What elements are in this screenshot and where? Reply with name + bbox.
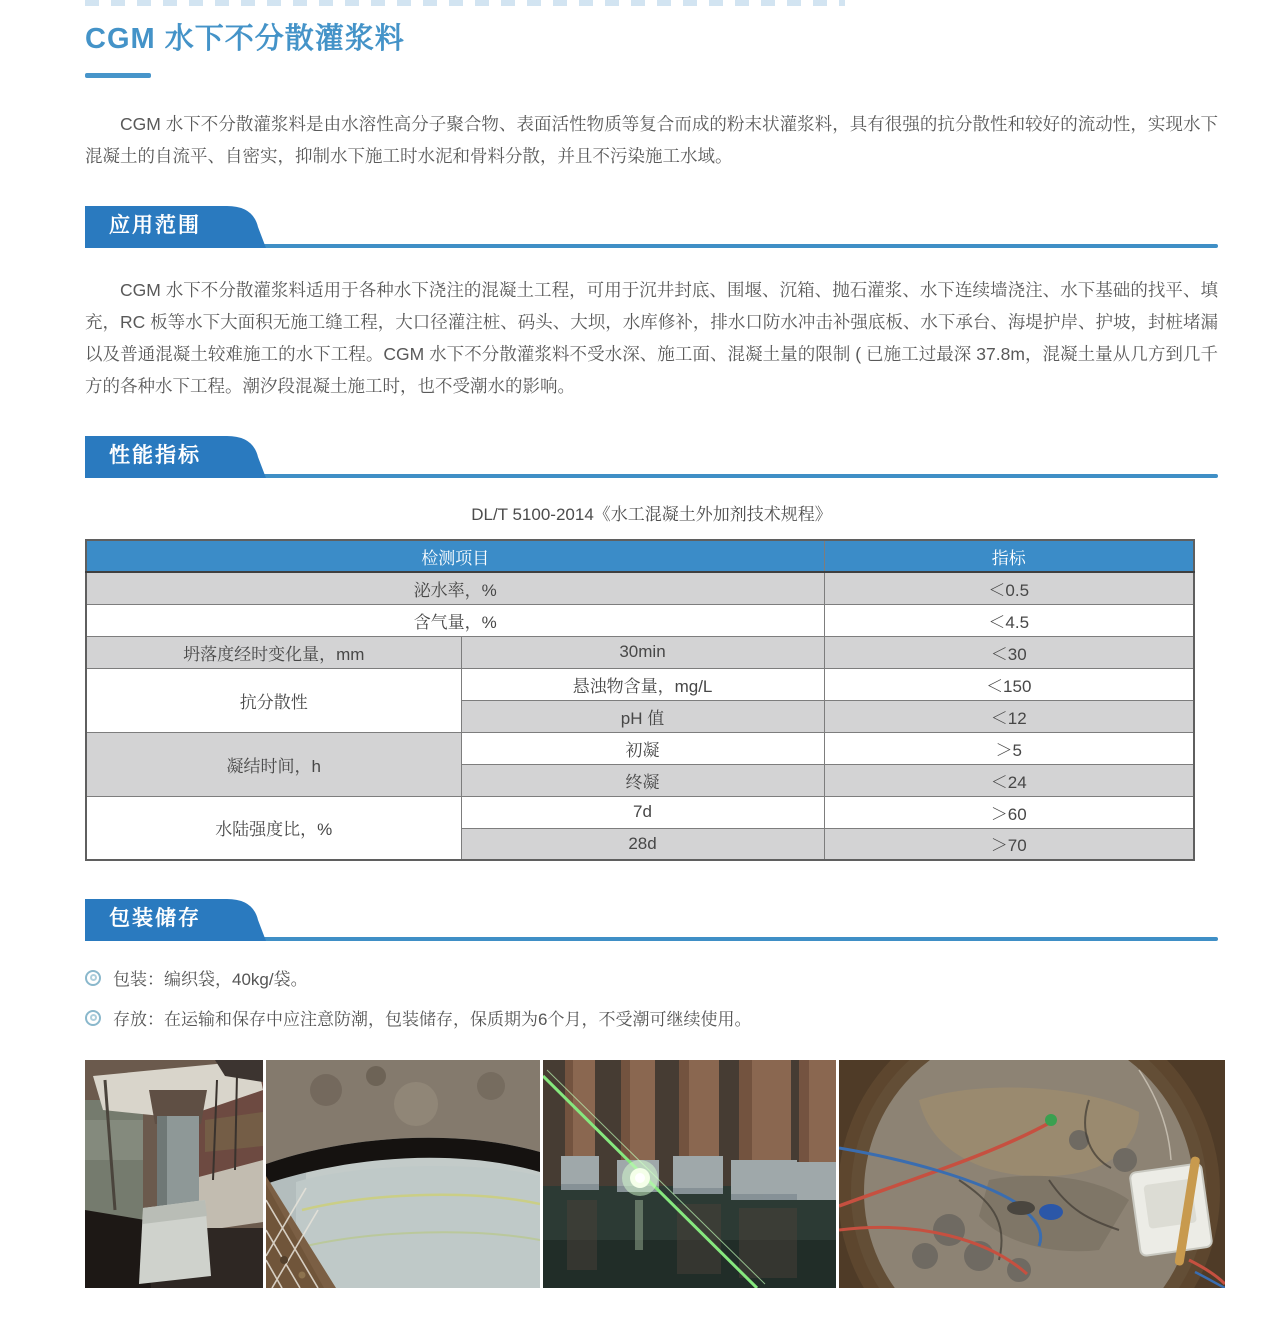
ring-bullet-icon — [85, 1010, 101, 1026]
sub-item-cell: 悬浊物含量，mg/L — [461, 668, 824, 700]
application-paragraph: CGM 水下不分散灌浆料适用于各种水下浇注的混凝土工程，可用于沉井封底、围堰、沉箱、抛石灌浆、水下连续墙浇注、水下基础的找平、填充，RC 板等水下大面积无施工缝工程，大口径灌注桩、码头、大坝，水库修补，排水口防水冲击补强底板、水下承台、海堤护岸、护坡，封桩堵漏以及普通混凝土较难施工的水下工程。CGM 水下不分散灌浆料不受水深、施工面、混凝土量的限制 ( 已施工过最深 37.8m，混凝土量从几方到几千方的各种水下工程。潮汐段混凝土施工时，也不受潮水的影响。 — [85, 280, 1218, 396]
sub-item-cell: 终凝 — [461, 764, 824, 796]
value-cell: ＜12 — [824, 700, 1194, 732]
bullet-text: 存放：在运输和保存中应注意防潮，包装储存，保质期为6个月，不受潮可继续使用。 — [113, 1010, 752, 1029]
title-underline — [85, 73, 151, 78]
value-cell: ＞60 — [824, 796, 1194, 828]
item-cell: 水陆强度比，% — [86, 796, 461, 860]
sub-item-cell: 初凝 — [461, 732, 824, 764]
list-item — [85, 965, 1218, 990]
section-header-performance — [85, 436, 1218, 478]
table-row — [86, 668, 1194, 700]
section-title-performance: 性能指标 — [109, 444, 201, 467]
section-header-application — [85, 206, 1218, 248]
intro-paragraph: CGM 水下不分散灌浆料是由水溶性高分子聚合物、表面活性物质等复合而成的粉末状灌浆料，具有很强的抗分散性和较好的流动性，实现水下混凝土的自流平、自密实，抑制水下施工时水泥和骨料分散，并且不污染施工水域。 — [85, 114, 1218, 166]
section-header-packaging — [85, 899, 1218, 941]
table-header-row — [86, 540, 1194, 572]
night-piers-laser-photo — [543, 1060, 836, 1288]
value-cell: ＜0.5 — [824, 572, 1194, 604]
performance-table — [85, 539, 1195, 861]
section-badge — [85, 206, 271, 248]
section-badge — [85, 899, 271, 941]
item-cell: 泌水率，% — [86, 572, 824, 604]
table-row — [86, 732, 1194, 764]
table-row — [86, 604, 1194, 636]
bridge-pier-formwork-photo — [85, 1060, 263, 1288]
page-title: CGM 水下不分散灌浆料 — [85, 23, 405, 55]
section-badge — [85, 436, 271, 478]
packaging-bullets — [85, 965, 1218, 1030]
standard-caption: DL/T 5100-2014《水工混凝土外加剂技术规程》 — [471, 505, 832, 524]
column-header-item: 检测项目 — [86, 540, 824, 572]
cropped-text-artifact — [85, 0, 845, 6]
bullet-text: 包装：编织袋，40kg/袋。 — [113, 970, 308, 989]
value-cell: ＜150 — [824, 668, 1194, 700]
table-row — [86, 796, 1194, 828]
ring-bullet-icon — [85, 970, 101, 986]
section-title-application: 应用范围 — [109, 214, 201, 237]
section-title-packaging: 包装储存 — [109, 907, 201, 930]
table-row — [86, 636, 1194, 668]
pile-grout-collar-closeup-photo — [266, 1060, 540, 1288]
sub-item-cell: 7d — [461, 796, 824, 828]
value-cell: ＜24 — [824, 764, 1194, 796]
project-photo-strip — [85, 1060, 1228, 1288]
cofferdam-pit-photo — [839, 1060, 1225, 1288]
table-row — [86, 572, 1194, 604]
value-cell: ＞70 — [824, 828, 1194, 860]
item-cell: 坍落度经时变化量，mm — [86, 636, 461, 668]
value-cell: ＜4.5 — [824, 604, 1194, 636]
item-cell: 含气量，% — [86, 604, 824, 636]
sub-item-cell: 30min — [461, 636, 824, 668]
list-item — [85, 1005, 1218, 1030]
item-cell: 抗分散性 — [86, 668, 461, 732]
sub-item-cell: 28d — [461, 828, 824, 860]
sub-item-cell: pH 值 — [461, 700, 824, 732]
value-cell: ＞5 — [824, 732, 1194, 764]
item-cell: 凝结时间，h — [86, 732, 461, 796]
column-header-index: 指标 — [824, 540, 1194, 572]
value-cell: ＜30 — [824, 636, 1194, 668]
